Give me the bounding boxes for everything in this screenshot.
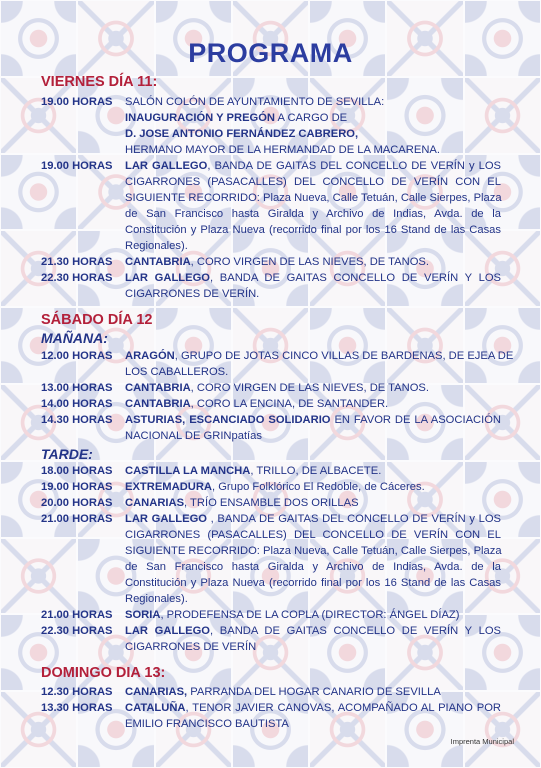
schedule-line [41,511,501,527]
event-text: , TRÍO ENSAMBLE DOS ORILLAS [184,497,359,509]
event-text: NACIONAL DE GRINpatías [125,430,262,442]
morning-heading: MAÑANA: [41,330,108,346]
event-time: 14.00 HORAS [41,398,113,410]
schedule-line [41,380,501,396]
schedule-line [41,94,501,110]
event-text: EN FAVOR DE LA ASOCIACIÓN [330,414,502,426]
afternoon-heading: TARDE: [41,446,93,462]
event-time: 21.00 HORAS [41,513,113,525]
event-text: Regionales). [125,593,188,605]
schedule-line [41,158,501,174]
event-text: , CORO VIRGEN DE LAS NIEVES, DE TANOS. [190,256,429,268]
event-time: 14.30 HORAS [41,414,113,426]
event-text: A CARGO DE [275,112,348,124]
event-group: LAR GALLEGO [125,513,207,525]
schedule-line [41,495,501,511]
schedule-line [41,575,501,591]
schedule-line [41,716,501,732]
event-time: 21.30 HORAS [41,256,113,268]
schedule-line [41,479,501,495]
event-text: de San Francisco hasta Giralda y Archivo de Indias, Avda. de la [125,561,501,573]
event-time: 19.00 HORAS [41,160,113,172]
event-time: 22.30 HORAS [41,272,113,284]
schedule-line [41,364,501,380]
event-text: , BANDA DE GAITAS CONCELLO DE VERÍN Y LOS [210,272,501,284]
schedule-line [41,559,501,575]
event-group: CANTABRIA [125,256,191,268]
schedule-line [41,396,501,412]
schedule-line [41,206,501,222]
schedule-line [41,110,501,126]
event-text: , BANDA DE GAITAS CONCELLO DE VERÍN Y LOS [210,625,501,637]
event-time: 18.00 HORAS [41,465,113,477]
event-time: 20.00 HORAS [41,497,113,509]
event-text: de San Francisco hasta Giralda y Archivo de Indias, Avda. de la [125,208,501,220]
event-group: LAR GALLEGO [125,625,210,637]
friday-heading: VIERNES DÍA 11: [41,74,158,90]
event-group: CANARIAS, [125,686,188,698]
event-text: , CORO VIRGEN DE LAS NIEVES, DE TANOS. [190,382,429,394]
schedule-line [41,527,501,543]
event-time: 12.00 HORAS [41,350,113,362]
schedule-line [41,623,501,639]
schedule-line [41,428,501,444]
event-group: SORIA [125,609,161,621]
event-group: LAR GALLEGO [125,160,208,172]
event-time: 22.30 HORAS [41,625,113,637]
schedule-line [41,607,501,623]
event-text: , BANDA DE GAITAS DEL CONCELLO DE VERÍN y LOS [206,513,502,525]
event-time: 19.00 HORAS [41,481,113,493]
event-group: ASTURIAS, ESCANCIADO SOLIDARIO [125,414,331,426]
event-group: CATALUÑA [125,702,186,714]
event-text: , PRODEFENSA DE LA COPLA (DIRECTOR: ÁNGEL DÍAZ) [160,609,460,621]
event-text: LOS CABALLEROS. [125,366,229,378]
sunday-heading: DOMINGO DIA 13: [41,665,166,681]
schedule-line [41,174,501,190]
event-group: LAR GALLEGO [125,272,210,284]
schedule-line [41,286,501,302]
event-text: SIGUIENTE RECORRIDO: Plaza Nueva, Calle Tetuán, Calle Sierpes, Plaza [125,192,502,204]
schedule-line [41,463,501,479]
event-group: CASTILLA LA MANCHA [125,465,251,477]
event-text: SIGUIENTE RECORRIDO: Plaza Nueva, Calle Tetuán, Calle Sierpes, Plaza [125,545,502,557]
event-speaker: D. JOSE ANTONIO FERNÁNDEZ CABRERO, [125,128,359,140]
event-text: SALÓN COLÓN DE AYUNTAMIENTO DE SEVILLA: [125,96,385,108]
event-text: , GRUPO DE JOTAS CINCO VILLAS DE BARDENAS, DE EJEA DE [174,350,514,362]
page-title: PROGRAMA [188,38,353,68]
schedule-line [41,238,501,254]
event-group: EXTREMADURA [125,481,213,493]
event-text: EMILIO FRANCISCO BAUTISTA [125,718,289,730]
schedule-line [41,348,514,364]
schedule-line [41,543,501,559]
event-title: INAUGURACIÓN Y PREGÓN [125,112,276,124]
printer-credit: Imprenta Municipal [450,737,514,746]
schedule-line [41,412,501,428]
schedule-line [41,222,501,238]
event-time: 19.00 HORAS [41,96,113,108]
event-group: CANTABRIA [125,398,191,410]
event-text: CIGARRONES (PASACALLES) DEL CONCELLO DE VERÍN CON EL [125,176,501,188]
schedule-line [41,254,501,270]
schedule-line [41,639,501,655]
event-text: CIGARRONES DE VERÍN. [125,288,260,300]
event-text: Regionales). [125,240,188,252]
event-text: , TENOR JAVIER CANOVAS, ACOMPAÑADO AL PIANO POR [185,702,501,714]
schedule-line [41,126,501,142]
schedule-line [41,591,501,607]
event-text: , Grupo Folklórico El Redoble, de Cáceres. [212,481,425,493]
schedule-line [41,142,501,158]
event-text: Constitución y Plaza Nueva (recorrido final por los 16 Stand de las Casas [125,224,501,236]
event-time: 12.30 HORAS [41,686,113,698]
event-text: Constitución y Plaza Nueva (recorrido final por los 16 Stand de las Casas [125,577,501,589]
event-text: , CORO LA ENCINA, DE SANTANDER. [190,398,389,410]
event-time: 13.30 HORAS [41,702,113,714]
event-group: CANTABRIA [125,382,191,394]
schedule-line [41,190,501,206]
event-text: CIGARRONES (PASACALLES) DEL CONCELLO DE VERÍN CON EL [125,529,501,541]
event-text: PARRANDA DEL HOGAR CANARIO DE SEVILLA [187,686,441,698]
schedule-line [41,684,501,700]
event-text: , TRILLO, DE ALBACETE. [250,465,382,477]
event-time: 13.00 HORAS [41,382,113,394]
schedule-line [41,700,501,716]
event-group: ARAGÓN [125,350,175,362]
event-text: , BANDA DE GAITAS DEL CONCELLO DE VERÍN y LOS [207,160,501,172]
schedule-line [41,270,501,286]
event-group: CANARIAS [125,497,185,509]
event-text: CIGARRONES DE VERÍN [125,641,257,653]
event-time: 21.00 HORAS [41,609,113,621]
event-text: HERMANO MAYOR DE LA HERMANDAD DE LA MACARENA. [125,144,440,156]
saturday-heading: SÁBADO DÍA 12 [41,312,153,328]
